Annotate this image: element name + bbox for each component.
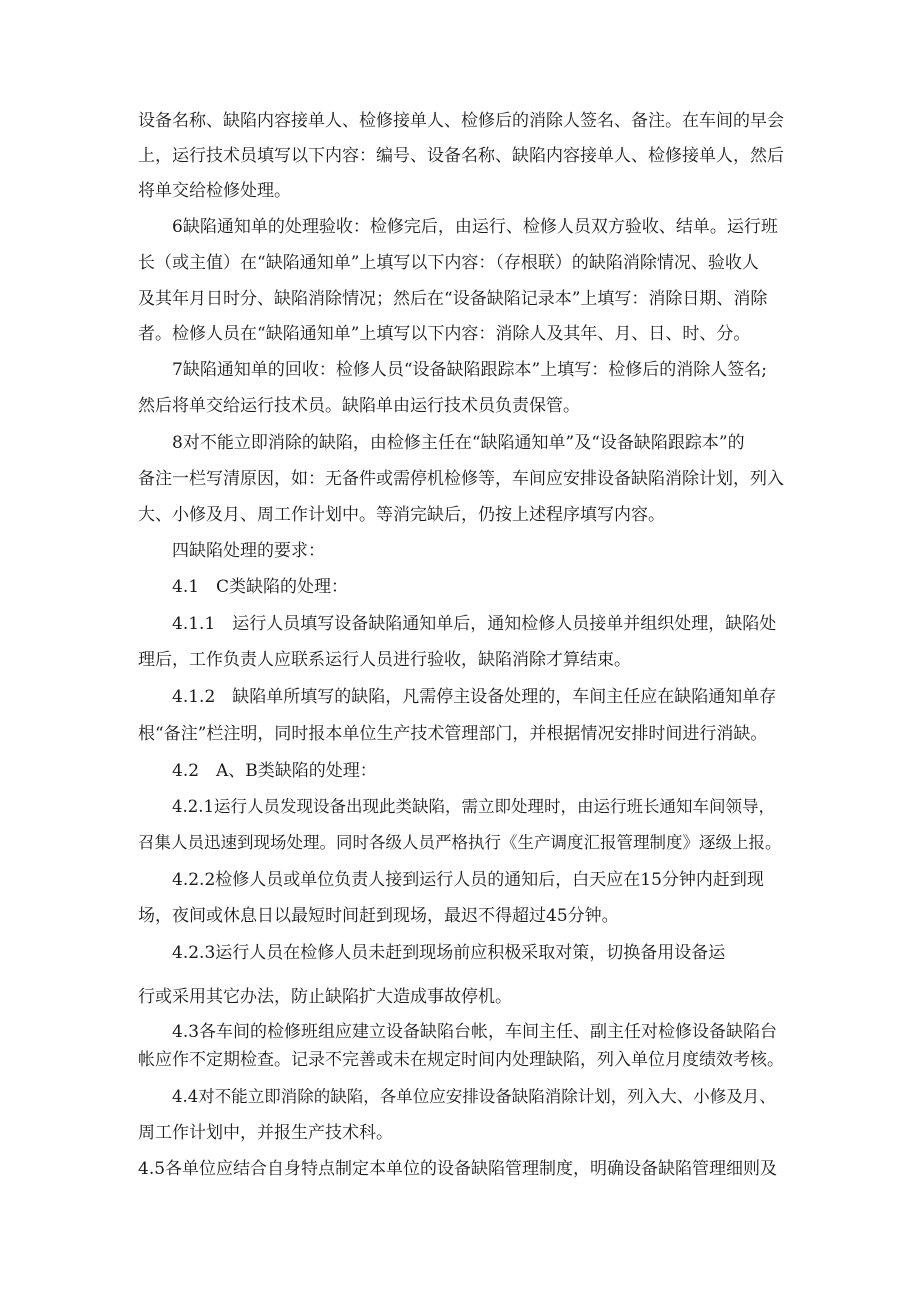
text-line: 上，运行技术员填写以下内容：编号、设备名称、缺陷内容接单人、检修接单人，然后 — [138, 146, 784, 166]
text-line: 4.2.3运行人员在检修人员未赶到现场前应积极采取对策，切换备用设备运 — [172, 943, 726, 963]
text-line: 将单交给检修处理。 — [138, 181, 291, 201]
text-line: 4.5各单位应结合自身特点制定本单位的设备缺陷管理制度，明确设备缺陷管理细则及 — [138, 1159, 778, 1179]
text-line: 4.2.2检修人员或单位负责人接到运行人员的通知后，白天应在15分钟内赶到现 — [172, 870, 764, 890]
subsection-heading: 4.1 C类缺陷的处理： — [172, 577, 349, 597]
text-line: 根“备注”栏注明，同时报本单位生产技术管理部门，并根据情况安排时间进行消缺。 — [138, 724, 768, 744]
text-line: 周工作计划中，并报生产技术科。 — [138, 1123, 393, 1143]
text-line: 备注一栏写清原因，如：无备件或需停机检修等，车间应安排设备缺陷消除计划，列入 — [138, 469, 784, 489]
text-line: 然后将单交给运行技术员。缺陷单由运行技术员负责保管。 — [138, 396, 580, 416]
text-line: 召集人员迅速到现场处理。同时各级人员严格执行《生产调度汇报管理制度》逐级上报。 — [138, 833, 782, 852]
text-line: 理后，工作负责人应联系运行人员进行验收，缺陷消除才算结束。 — [138, 650, 631, 670]
text-line: 4.4对不能立即消除的缺陷，各单位应安排设备缺陷消除计划，列入大、小修及月、 — [172, 1087, 776, 1106]
text-line: 6缺陷通知单的处理验收：检修完后，由运行、检修人员双方验收、结单。运行班 — [172, 217, 778, 237]
text-line: 长（或主值）在“缺陷通知单”上填写以下内容：（存根联）的缺陷消除情况、验收人 — [138, 253, 759, 273]
text-line: 8对不能立即消除的缺陷，由检修主任在“缺陷通知单”及“设备缺陷跟踪本”的 — [172, 433, 745, 453]
subsection-heading: 4.2 A、B类缺陷的处理： — [172, 761, 377, 781]
section-heading: 四缺陷处理的要求： — [172, 541, 325, 561]
text-line: 大、小修及月、周工作计划中。等消完缺后，仍按上述程序填写内容。 — [138, 505, 665, 525]
text-line: 4.3各车间的检修班组应建立设备缺陷台帐，车间主任、副主任对检修设备缺陷台 — [172, 1022, 778, 1042]
text-line: 4.2.1运行人员发现设备出现此类缺陷，需立即处理时，由运行班长通知车间领导， — [172, 797, 775, 816]
text-line: 帐应作不定期检查。记录不完善或未在规定时间内处理缺陷，列入单位月度绩效考核。 — [138, 1050, 784, 1070]
text-line: 及其年月日时分、缺陷消除情况；然后在“设备缺陷记录本”上填写：消除日期、消除 — [138, 289, 768, 309]
text-line: 设备名称、缺陷内容接单人、检修接单人、检修后的消除人签名、备注。在车间的早会 — [138, 111, 784, 131]
text-line: 场，夜间或休息日以最短时间赶到现场，最迟不得超过45分钟。 — [138, 906, 619, 926]
text-line: 7缺陷通知单的回收：检修人员“设备缺陷跟踪本”上填写：检修后的消除人签名; — [172, 360, 767, 380]
text-line: 者。检修人员在“缺陷通知单”上填写以下内容：消除人及其年、月、日、时、分。 — [138, 324, 751, 344]
text-line: 4.1.2 缺陷单所填写的缺陷，凡需停主设备处理的，车间主任应在缺陷通知单存 — [172, 687, 777, 707]
text-line: 行或采用其它办法，防止缺陷扩大造成事故停机。 — [138, 987, 512, 1007]
text-line: 4.1.1 运行人员填写设备缺陷通知单后，通知检修人员接单并组织处理，缺陷处 — [172, 614, 777, 634]
